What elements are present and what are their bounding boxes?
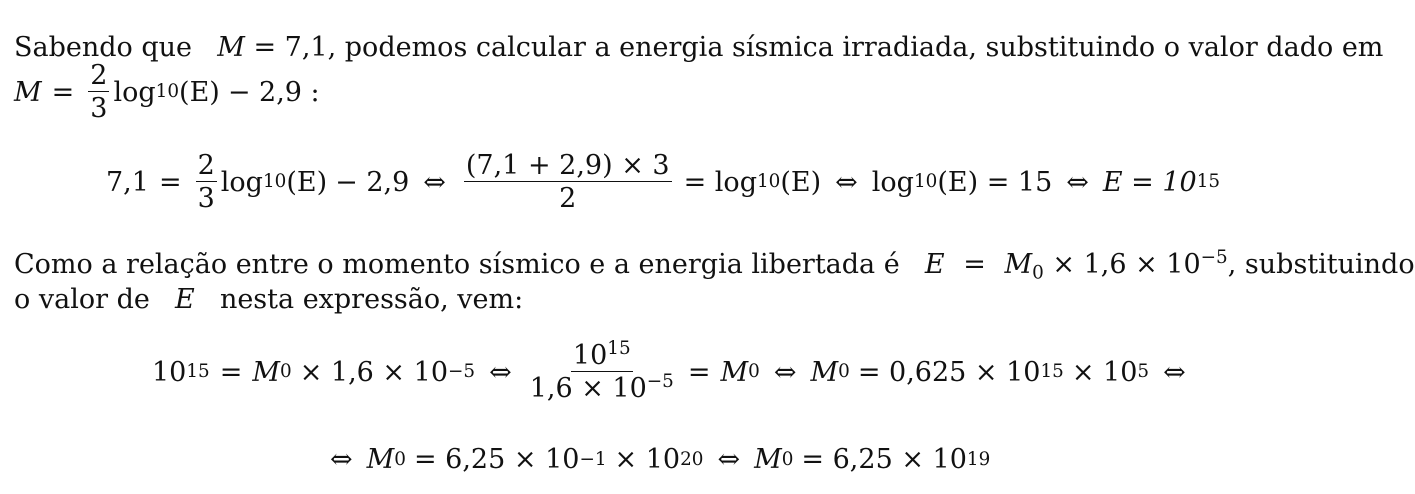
eq2-b-M: M — [720, 356, 749, 388]
eq1-eq2: = log — [683, 166, 757, 198]
eq3-iff-1: ⇔ — [330, 444, 353, 475]
formula-tail: − 2,9 : — [227, 76, 320, 108]
eq1-frac-den: 3 — [197, 183, 215, 214]
frac-den: 3 — [90, 93, 108, 124]
eq2-a-tail: × 1,6 × 10 — [299, 356, 448, 388]
eq2-c-M: M — [810, 356, 839, 388]
frac-num: 2 — [90, 60, 108, 91]
eq2-iff-2: ⇔ — [773, 356, 797, 388]
eq2-frac-num-base: 10 — [572, 340, 608, 371]
eq2-a-base: 10 — [152, 356, 187, 388]
eq1-lhs: 7,1 — [106, 166, 149, 198]
p2-line2-E: E — [175, 284, 195, 315]
eq2-frac-num-sup: 15 — [607, 337, 631, 359]
p2-line2-end: nesta expressão, vem: — [219, 284, 524, 315]
eq3-a-mid: × 10 — [614, 444, 681, 475]
eq1-minus: − 2,9 — [335, 166, 410, 198]
eq1-equals: = — [158, 166, 182, 198]
eq2-frac-den — [530, 372, 674, 402]
eq3-iff-2: ⇔ — [717, 444, 741, 475]
eq1-frac-num: 2 — [197, 150, 215, 181]
p2-M-sub: 0 — [1032, 262, 1044, 284]
formula-equals: = — [51, 76, 75, 108]
eq1-frac2-num: (7,1 + 2,9) × 3 — [465, 150, 670, 181]
eq1-iff-2: ⇔ — [835, 166, 858, 198]
eq1-log-arg: (E) — [286, 166, 328, 198]
eq3-a-M: M — [366, 444, 395, 475]
eq1-part3: log — [871, 166, 914, 198]
p2-E: E — [924, 249, 945, 280]
fraction-two-thirds — [88, 62, 109, 122]
eq3-b-M: M — [754, 444, 782, 475]
eq2-fraction — [529, 337, 674, 404]
eq1-part4: E = 10 — [1102, 166, 1197, 198]
p2-sup: −5 — [1200, 246, 1228, 268]
eq2-frac-den-text: 1,6 × 10 — [529, 373, 647, 404]
eq2-c-mid: × 10 — [1071, 356, 1138, 388]
p2-line1-text: Como a relação entre o momento sísmico e a energia libertada é — [14, 249, 900, 280]
paragraph2-line1 — [14, 246, 1415, 284]
formula-lhs: M — [14, 76, 42, 108]
eq2-iff-3: ⇔ — [1163, 356, 1186, 388]
eq1-fraction-two-thirds — [196, 152, 217, 212]
p2-line2-start: o valor de — [14, 284, 150, 315]
equation-3: ⇔ M 0 = 6,25 × 10 −1 × 10 20 ⇔ M 0 = 6,25 × 10 19 — [330, 444, 991, 475]
eq2-c-eq: = 0,625 × 10 — [857, 356, 1041, 388]
equation-1: 7,1 = $\frac{2}{3}$ log 10 (E) − 2,9 ⇔ $\frac{(7,1 + 2,9) \times 3}{2}$ = log 10 (E) ⇔ log 10 (E) = 15 ⇔ E = 10 15 — [106, 150, 1221, 214]
p2-M: M — [1004, 249, 1033, 280]
eq2-frac-den-sup: −5 — [646, 370, 674, 392]
eq1-fraction-2 — [464, 152, 672, 212]
eq2-b-eq: = — [687, 356, 711, 388]
intro-text: Sabendo que — [14, 32, 193, 63]
eq1-frac2-den: 2 — [559, 183, 577, 214]
eq2-a-M: M — [252, 356, 281, 388]
eq1-eq2-arg: (E) — [780, 166, 822, 198]
eq2-a-eq: = — [219, 356, 243, 388]
eq3-a-eq: = 6,25 × 10 — [413, 444, 580, 475]
eq2-iff-1: ⇔ — [489, 356, 512, 388]
eq1-iff-3: ⇔ — [1066, 166, 1089, 198]
m-variable: M — [217, 32, 245, 63]
p2-end: , substituindo — [1227, 249, 1415, 280]
eq1-log: log — [220, 166, 263, 198]
paragraph2-line2 — [14, 286, 523, 313]
p2-equals: = — [963, 249, 986, 280]
m-equation-text: = 7,1, podemos calcular a energia sísmica irradiada, substituindo o valor dado em — [253, 32, 1384, 63]
paragraph1-formula: M = $\frac{2}{3}$ log 10 (E) − 2,9 : — [14, 60, 320, 124]
eq2-frac-num — [571, 337, 633, 372]
equation-2: 10 15 = M 0 × 1,6 × 10 −5 ⇔ $\frac{10^{15}}{1,6 \times 10^{-5}}$ = M 0 ⇔ M 0 = 0,625 × 10 15 × 10 5 ⇔ — [152, 337, 1186, 404]
log-text: log — [113, 76, 156, 108]
eq1-iff-1: ⇔ — [423, 166, 446, 198]
p2-tail: × 1,6 × 10 — [1052, 249, 1201, 280]
eq3-b-eq: = 6,25 × 10 — [801, 444, 967, 475]
eq1-part3-arg: (E) = 15 — [937, 166, 1053, 198]
log-arg: (E) — [179, 76, 220, 108]
paragraph1-line1 — [14, 34, 1383, 61]
